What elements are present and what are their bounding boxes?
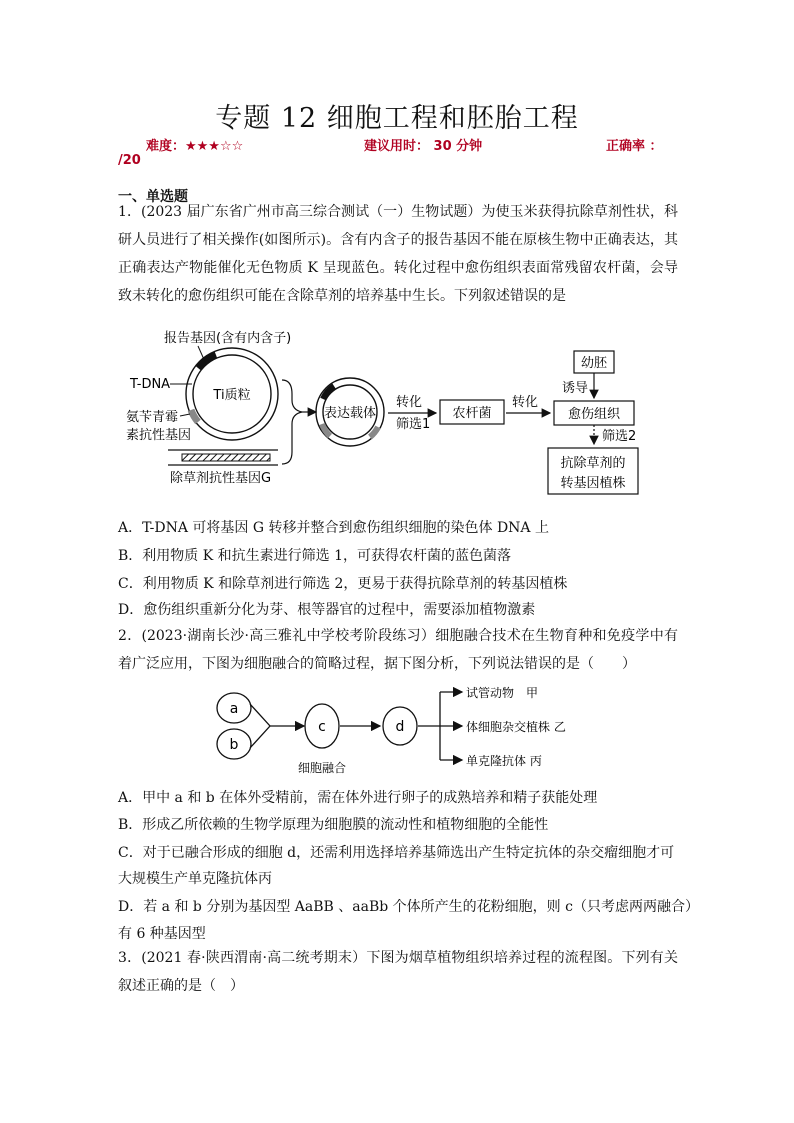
cell-c-label: c <box>318 719 326 735</box>
fusion-label: 细胞融合 <box>297 761 347 775</box>
question-1-diagram <box>120 324 660 500</box>
q2-option-d-cont: 有 6 种基因型 <box>118 926 206 942</box>
output-2-label: 体细胞杂交植株 乙 <box>466 720 566 734</box>
reporter-label: 报告基因(含有内含子) <box>164 331 292 346</box>
transform-2-label: 转化 <box>512 395 539 410</box>
suggested-time-label: 建议用时： 30 分钟 <box>364 139 483 154</box>
tdna-label: T-DNA <box>130 377 171 392</box>
embryo-label: 幼胚 <box>580 356 608 371</box>
difficulty-label: 难度：★★★☆☆ <box>146 139 244 154</box>
induce-label: 诱导 <box>562 381 589 396</box>
ti-label: Ti质粒 <box>213 388 251 403</box>
gene-g-label: 除草剂抗性基因G <box>170 471 272 486</box>
plant-label-2: 转基因植株 <box>560 476 626 491</box>
q2-option-a: A．甲中 a 和 b 在体外受精前，需在体外进行卵子的成熟培养和精子获能处理 <box>118 790 598 806</box>
cell-a-label: a <box>229 701 239 717</box>
question-2-diagram <box>200 682 600 782</box>
page-title: 专题 12 细胞工程和胚胎工程 <box>215 103 579 134</box>
question-3-stem: 3．(2021 春·陕西渭南·高二统考期末）下图为烟草植物组织培养过程的流程图。下列有关叙述正确的是（ ） <box>118 950 678 994</box>
callus-label: 愈伤组织 <box>567 407 621 422</box>
q1-option-d: D．愈伤组织重新分化为芽、根等器官的过程中，需要添加植物激素 <box>118 602 536 618</box>
brace <box>282 380 302 464</box>
amp-label-1: 氨苄青霉 <box>126 410 179 425</box>
q1-option-b: B．利用物质 K 和抗生素进行筛选 1，可获得农杆菌的蓝色菌落 <box>118 548 512 564</box>
q1-option-c: C．利用物质 K 和除草剂进行筛选 2，更易于获得抗除草剂的转基因植株 <box>118 576 568 592</box>
cell-d-label: d <box>395 719 405 735</box>
vector-label: 表达载体 <box>323 406 377 421</box>
amp-pointer <box>180 414 190 416</box>
accuracy-label: 正确率 ： <box>606 139 663 154</box>
q1-option-a: A．T-DNA 可将基因 G 转移并整合到愈伤组织细胞的染色体 DNA 上 <box>118 520 549 536</box>
cell-b-label: b <box>229 737 239 753</box>
transform-1-label: 转化 <box>396 395 423 410</box>
q2-option-c: C．对于已融合形成的细胞 d，还需利用选择培养基筛选出产生特定抗体的杂交瘤细胞才可 <box>118 845 675 861</box>
screen-2-label: 筛选2 <box>602 429 637 444</box>
q2-option-d: D．若 a 和 b 分别为基因型 AaBB 、aaBb 个体所产生的花粉细胞，则 c（只考虑两两融合） <box>118 899 699 915</box>
q2-option-c-cont: 大规模生产单克隆抗体丙 <box>118 871 272 887</box>
section-heading: 一、单选题 <box>118 189 188 205</box>
gene-g-bar <box>182 454 270 461</box>
amp-label-2: 素抗性基因 <box>126 428 192 443</box>
q2-option-b: B．形成乙所依赖的生物学原理为细胞膜的流动性和植物细胞的全能性 <box>118 817 549 833</box>
tdna-segment <box>198 355 216 368</box>
screen-1-label: 筛选1 <box>396 417 431 432</box>
question-1-stem: 1．(2023 届广东省广州市高三综合测试（一）生物试题）为使玉米获得抗除草剂性状，科研人员进行了相关操作(如图所示)。含有内含子的报告基因不能在原核生物中正确表达，其正确表达产物能催化无色物质 K 呈现蓝色。转化过程中愈伤组织表面常残留农杆菌，会导致未转化的愈伤组织可能在含除草剂的培养基中生长。下列叙述错误的是 <box>118 204 678 304</box>
output-1-label: 试管动物 甲 <box>466 686 539 700</box>
plant-label-1: 抗除草剂的 <box>560 456 626 471</box>
output-3-label: 单克隆抗体 丙 <box>466 754 542 768</box>
accuracy-total: /20 <box>118 153 141 168</box>
agrobacterium-label: 农杆菌 <box>452 406 492 421</box>
question-2-stem: 2．(2023·湖南长沙·高三雅礼中学校考阶段练习）细胞融合技术在生物育种和免疫学中有着广泛应用，下图为细胞融合的简略过程，据下图分析，下列说法错误的是（ ） <box>118 628 678 672</box>
